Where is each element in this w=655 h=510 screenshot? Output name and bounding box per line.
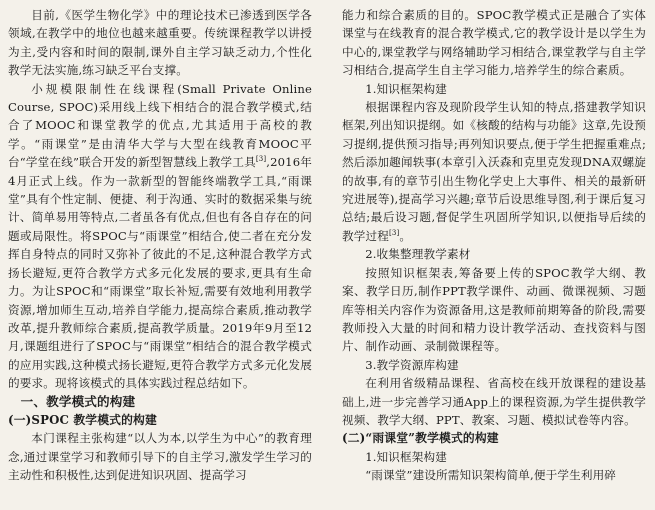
continued-paragraph: 能力和综合素质的目的。SPOC教学模式正是融合了实体课堂与在线教育的混合教学模式,它的教学设计是以学生为中心的,课堂教学与网络辅助学习相结合,课堂教学与自主学习相结合,提高学生自主学习能力,培养学生的综合素质。 [342,8,646,78]
citation-ref: [3] [255,155,267,164]
paragraph-text: 小规模限制性在线课程(Small Private Online Course, SPOC)采用线上线下相结合的混合教学模式,结合了MOOC和课堂教学的优点,尤其适用于高校的教学。“雨课堂”是由清华大学与大型在线教育MOOC平台“学堂在线”联合开发的新型智慧线上教学工具 [8,81,312,170]
left-column [8,6,312,485]
subsection-heading: (二)“雨课堂”教学模式的构建 [342,431,499,446]
right-column [342,6,646,485]
paragraph-text: 根据课程内容及现阶段学生认知的特点,搭建教学知识框架,列出知识提纲。如《核酸的结构与功能》这章,先设预习提纲,提供预习指导;再列知识要点,便于学生把握重难点;然后添加趣闻轶事(本章引入沃森和克里克发现DNA双螺旋的故事,有的章节引出生物化学史上大事件、相关的最新研究进展等),提高学习兴趣;章节后设思维导图,利于课后复习总结;最后设习题,督促学生巩固所学知识,以便指导后续的教学过程 [342,100,646,243]
materials-paragraph: 按照知识框架表,筹备要上传的SPOC教学大纲、教案、教学日历,制作PPT教学课件、动画、微课视频、习题库等相关内容作为资源备用,这是教师前期筹备的阶段,需要教师投入大量的时间和精力设计教学活动、查找资料与图片、制作动画、录制微课程等。 [342,265,646,354]
item-heading: 2.收集整理教学素材 [365,247,471,262]
spoc-rain-classroom-paragraph [8,80,312,393]
paragraph-text: 。 [399,228,412,243]
intro-paragraph: 目前,《医学生物化学》中的理论技术已渗透到医学各领域,在教学中的地位也越来越重要。传统课程教学以讲授为主,受内容和时间的限制,课外自主学习缺乏动力,个性化教学无法实施,练习缺乏平台支撑。 [8,8,312,78]
item-heading: 1.知识框架构建 [365,449,448,464]
subsection-heading: (一)SPOC 教学模式的构建 [8,412,157,427]
paragraph-text: ,2016年4月正式上线。作为一款新型的智能终端教学工具,“雨课堂”具有个性定制、便捷、利于沟通、实时的数据采集与统计、简单易用等特点,二者虽各有优点,但也有各自存在的问题或局限性。将SPOC与“雨课堂”相结合,使二者在充分发挥自身特点的同时又弥补了彼此的不足,这种混合教学方式扬长避短,更符合教学方式多元化发展的要求,更具有生命力。为让SPOC和“雨课堂”取长补短,需要有效地利用教学资源,增加师生互动,培养自学能力,提高综合素质,推动教学改革,提升教师综合素质,提高教学质量。2019年9月至12月,课题组进行了SPOC与“雨课堂”相结合的混合教学模式的应用实践,这种模式扬长避短,更符合教学方式多元化发展的要求。现将该模式的具体实践过程总结如下。 [8,155,313,391]
body-paragraph: 本门课程主张构建“以人为本,以学生为中心”的教育理念,通过课堂学习和教师引导下的自主学习,激发学生学习的主动性和积极性,达到促进知识巩固、提高学习 [8,431,312,483]
resource-paragraph: 在利用省级精品课程、省高校在线开放课程的建设基础上,进一步完善学习通App上的课程资源,为学生提供教学视频、教学大纲、PPT、教案、习题、模拟试卷等内容。 [342,376,646,427]
section-heading: 一、教学模式的构建 [20,393,136,409]
framework-paragraph [342,98,646,245]
item-heading: 3.教学资源库构建 [365,357,459,372]
body-paragraph: “雨课堂”建设所需知识架构简单,便于学生利用碎 [365,468,617,483]
item-heading: 1.知识框架构建 [365,81,448,96]
citation-ref: [3] [388,229,400,238]
